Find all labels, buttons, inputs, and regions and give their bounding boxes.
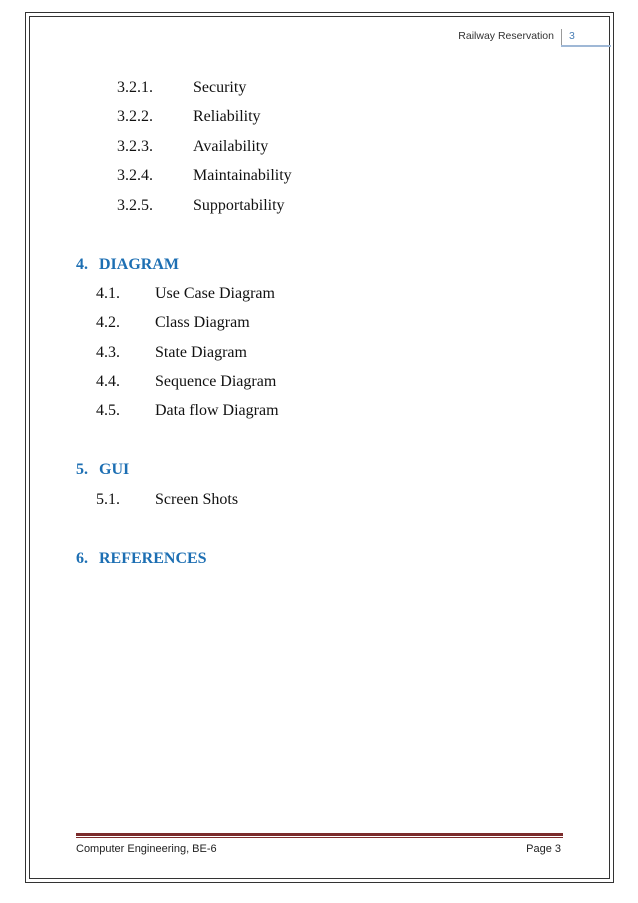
- toc-entry-text: Maintainability: [193, 167, 292, 184]
- header-title: Railway Reservation: [458, 30, 554, 42]
- section-number: 4.: [76, 256, 88, 273]
- header-page-number: 3: [569, 30, 575, 42]
- header-divider: [561, 29, 562, 45]
- header-rule: [561, 45, 611, 47]
- toc-entry-text: Sequence Diagram: [155, 373, 277, 390]
- toc-entry-number: 3.2.1.: [117, 79, 153, 96]
- toc-entry-text: Use Case Diagram: [155, 285, 275, 302]
- toc-entry-number: 4.2.: [96, 314, 120, 331]
- toc-entry-number: 3.2.3.: [117, 138, 153, 155]
- footer-rule-thin: [76, 837, 563, 838]
- toc-entry-number: 4.1.: [96, 285, 120, 302]
- section-title: GUI: [99, 461, 130, 478]
- section-number: 6.: [76, 550, 88, 567]
- section-number: 5.: [76, 461, 88, 478]
- toc-entry-number: 5.1.: [96, 491, 120, 508]
- footer-page-label: Page 3: [526, 843, 561, 855]
- toc-entry-number: 3.2.2.: [117, 108, 153, 125]
- toc-entry-number: 4.5.: [96, 402, 120, 419]
- footer-rule: [76, 833, 563, 836]
- toc-entry-number: 3.2.4.: [117, 167, 153, 184]
- toc-entry-text: Reliability: [193, 108, 261, 125]
- toc-entry-text: Screen Shots: [155, 491, 239, 508]
- toc-entry-number: 3.2.5.: [117, 197, 153, 214]
- section-title: REFERENCES: [99, 550, 207, 567]
- footer-left-text: Computer Engineering, BE-6: [76, 843, 217, 855]
- section-title: DIAGRAM: [99, 256, 179, 273]
- toc-entry-text: State Diagram: [155, 344, 247, 361]
- toc-entry-text: Data flow Diagram: [155, 402, 279, 419]
- toc-entry-text: Class Diagram: [155, 314, 250, 331]
- toc-entry-number: 4.3.: [96, 344, 120, 361]
- toc-entry-text: Availability: [193, 138, 269, 155]
- toc-entry-number: 4.4.: [96, 373, 120, 390]
- toc-entry-text: Security: [193, 79, 247, 96]
- toc-entry-text: Supportability: [193, 197, 285, 214]
